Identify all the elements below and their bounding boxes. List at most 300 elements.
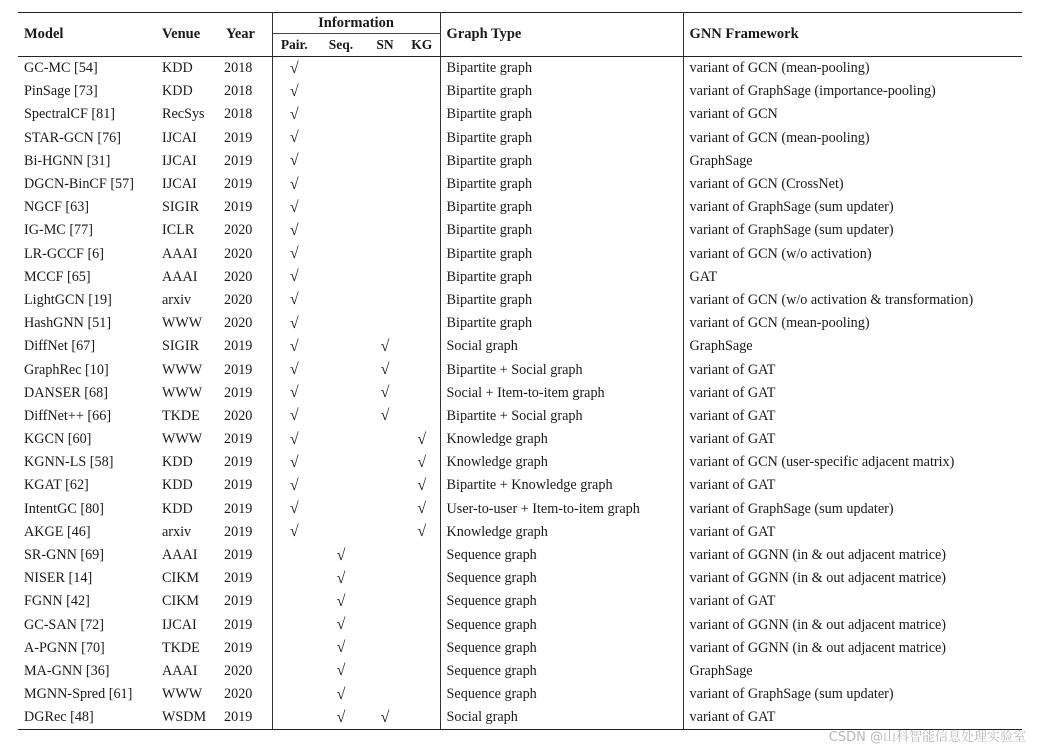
venue-cell: WWW	[162, 315, 203, 332]
sn-check: √	[366, 706, 404, 730]
graph-type-cell: Social graph	[440, 706, 683, 730]
year-cell: 2019	[220, 567, 272, 590]
seq-check	[316, 498, 366, 521]
pair-check: √	[289, 361, 299, 379]
sn-check	[366, 498, 404, 521]
header-information: Information	[272, 13, 440, 34]
venue-cell: AAAI	[162, 547, 198, 564]
kg-check	[404, 219, 440, 242]
graph-type-cell: Sequence graph	[440, 614, 683, 637]
sn-check	[366, 590, 404, 613]
sn-check	[366, 173, 404, 196]
table-row	[18, 614, 1022, 637]
venue-cell: KDD	[162, 83, 193, 100]
graph-type-cell: Bipartite graph	[440, 219, 683, 242]
header-venue: Venue	[156, 13, 220, 57]
venue-cell: CIKM	[162, 570, 200, 587]
table-row	[18, 103, 1022, 126]
seq-check	[316, 196, 366, 219]
model-cell: MGNN-Spred [61]	[24, 686, 133, 703]
kg-check	[404, 150, 440, 173]
framework-cell: variant of GCN (user-specific adjacent matrix)	[683, 451, 1022, 474]
year-cell: 2020	[220, 289, 272, 312]
pair-check: √	[289, 59, 299, 77]
graph-type-cell: Bipartite graph	[440, 103, 683, 126]
pair-check: √	[289, 523, 299, 541]
kg-check	[404, 312, 440, 335]
graph-type-cell: Bipartite graph	[440, 80, 683, 103]
model-cell: DGRec [48]	[18, 706, 156, 730]
framework-cell: variant of GAT	[683, 474, 1022, 497]
model-cell: MCCF [65]	[24, 268, 91, 285]
year-cell: 2019	[220, 451, 272, 474]
framework-cell: variant of GAT	[683, 405, 1022, 428]
pair-check: √	[289, 82, 299, 100]
pair-check: √	[289, 268, 299, 286]
framework-cell: GraphSage	[683, 660, 1022, 683]
year-cell: 2018	[220, 103, 272, 126]
watermark: CSDN @山科智能信息处理实验室	[828, 730, 1026, 745]
sn-check	[366, 289, 404, 312]
venue-cell: AAAI	[162, 662, 198, 679]
model-cell: KGCN [60]	[24, 431, 92, 448]
table-row	[18, 80, 1022, 103]
header-seq: Seq.	[316, 34, 366, 57]
seq-check	[316, 289, 366, 312]
table-row	[18, 428, 1022, 451]
model-cell: STAR-GCN [76]	[24, 129, 121, 146]
model-cell: DGCN-BinCF [57]	[24, 176, 134, 193]
header-kg: KG	[404, 34, 440, 57]
graph-type-cell: Sequence graph	[440, 660, 683, 683]
seq-check	[316, 474, 366, 497]
model-cell: SR-GNN [69]	[24, 547, 104, 564]
table-row	[18, 266, 1022, 289]
year-cell: 2020	[220, 312, 272, 335]
seq-check	[316, 382, 366, 405]
venue-cell: WWW	[162, 431, 203, 448]
seq-check: √	[316, 706, 366, 730]
venue-cell: WWW	[162, 361, 203, 378]
pair-check: √	[289, 384, 299, 402]
seq-check: √	[336, 616, 346, 634]
year-cell: 2019	[220, 173, 272, 196]
sn-check	[366, 266, 404, 289]
kg-check	[404, 637, 440, 660]
kg-check	[404, 80, 440, 103]
kg-check	[404, 706, 440, 730]
graph-type-cell: Social graph	[440, 335, 683, 358]
table-row	[18, 660, 1022, 683]
table-row	[18, 289, 1022, 312]
year-cell: 2020	[220, 660, 272, 683]
seq-check	[316, 57, 366, 81]
kg-check	[404, 103, 440, 126]
sn-check: √	[380, 384, 390, 402]
framework-cell: variant of GGNN (in & out adjacent matrice)	[683, 614, 1022, 637]
sn-check	[366, 567, 404, 590]
venue-cell: IJCAI	[162, 176, 197, 193]
framework-cell: variant of GGNN (in & out adjacent matrice)	[683, 544, 1022, 567]
kg-check	[404, 358, 440, 381]
framework-cell: GraphSage	[683, 335, 1022, 358]
header-model: Model	[18, 13, 156, 57]
venue-cell: AAAI	[162, 245, 198, 262]
year-cell: 2019	[220, 428, 272, 451]
kg-check	[404, 127, 440, 150]
year-cell: 2019	[220, 196, 272, 219]
table-row	[18, 451, 1022, 474]
seq-check: √	[336, 569, 346, 587]
year-cell: 2019	[220, 474, 272, 497]
sn-check	[366, 127, 404, 150]
venue-cell: AAAI	[162, 268, 198, 285]
framework-cell: variant of GCN (w/o activation & transformation)	[683, 289, 1022, 312]
year-cell: 2018	[220, 80, 272, 103]
table-row	[18, 590, 1022, 613]
pair-check	[272, 567, 316, 590]
model-cell: IG-MC [77]	[24, 222, 93, 239]
graph-type-cell: Bipartite graph	[440, 266, 683, 289]
graph-type-cell: Bipartite graph	[440, 150, 683, 173]
sn-check	[366, 80, 404, 103]
model-cell: MA-GNN [36]	[24, 662, 110, 679]
model-cell: GraphRec [10]	[24, 361, 109, 378]
seq-check: √	[336, 662, 346, 680]
seq-check	[316, 266, 366, 289]
graph-type-cell: Bipartite graph	[440, 196, 683, 219]
framework-cell: variant of GAT	[683, 428, 1022, 451]
kg-check	[404, 57, 440, 81]
seq-check	[316, 127, 366, 150]
sn-check	[366, 474, 404, 497]
graph-type-cell: Bipartite + Social graph	[440, 405, 683, 428]
framework-cell: variant of GAT	[683, 521, 1022, 544]
table-row	[18, 474, 1022, 497]
seq-check	[316, 219, 366, 242]
seq-check	[316, 150, 366, 173]
kg-check	[404, 683, 440, 706]
model-cell: AKGE [46]	[24, 523, 91, 540]
year-cell: 2019	[220, 358, 272, 381]
header-pair: Pair.	[272, 34, 316, 57]
year-cell: 2020	[220, 219, 272, 242]
sn-check	[366, 150, 404, 173]
framework-cell: variant of GraphSage (importance-pooling)	[683, 80, 1022, 103]
seq-check	[316, 428, 366, 451]
table-row	[18, 498, 1022, 521]
seq-check	[316, 358, 366, 381]
seq-check: √	[336, 546, 346, 564]
sn-check	[366, 660, 404, 683]
year-cell: 2019	[220, 614, 272, 637]
sn-check	[366, 683, 404, 706]
table-row	[18, 243, 1022, 266]
year-cell: 2020	[220, 243, 272, 266]
model-cell: LR-GCCF [6]	[24, 245, 105, 262]
framework-cell: variant of GAT	[683, 382, 1022, 405]
table-row	[18, 544, 1022, 567]
model-cell: DiffNet [67]	[24, 338, 96, 355]
venue-cell: IJCAI	[162, 616, 197, 633]
kg-check: √	[417, 430, 427, 448]
pair-check	[272, 683, 316, 706]
model-cell: FGNN [42]	[24, 593, 90, 610]
sn-check	[366, 103, 404, 126]
framework-cell: variant of GCN (CrossNet)	[683, 173, 1022, 196]
sn-check	[366, 196, 404, 219]
pair-check: √	[289, 407, 299, 425]
framework-cell: variant of GGNN (in & out adjacent matrice)	[683, 567, 1022, 590]
graph-type-cell: Bipartite graph	[440, 243, 683, 266]
framework-cell: variant of GAT	[683, 358, 1022, 381]
framework-cell: variant of GCN (mean-pooling)	[683, 312, 1022, 335]
pair-check: √	[289, 198, 299, 216]
year-cell: 2019	[220, 706, 272, 730]
framework-cell: variant of GraphSage (sum updater)	[683, 219, 1022, 242]
model-cell: LightGCN [19]	[24, 291, 112, 308]
pair-check	[272, 614, 316, 637]
sn-check: √	[380, 361, 390, 379]
graph-type-cell: User-to-user + Item-to-item graph	[440, 498, 683, 521]
model-cell: SpectralCF [81]	[24, 106, 116, 123]
kg-check	[404, 405, 440, 428]
framework-cell: variant of GCN (mean-pooling)	[683, 57, 1022, 81]
sn-check	[366, 219, 404, 242]
table-row	[18, 219, 1022, 242]
kg-check	[404, 590, 440, 613]
pair-check	[272, 590, 316, 613]
graph-type-cell: Bipartite + Social graph	[440, 358, 683, 381]
framework-cell: variant of GraphSage (sum updater)	[683, 683, 1022, 706]
graph-type-cell: Sequence graph	[440, 590, 683, 613]
seq-check	[316, 521, 366, 544]
sn-check	[366, 614, 404, 637]
kg-check	[404, 173, 440, 196]
seq-check	[316, 173, 366, 196]
seq-check	[316, 451, 366, 474]
graph-type-cell: Bipartite graph	[440, 57, 683, 81]
pair-check: √	[289, 314, 299, 332]
year-cell: 2019	[220, 498, 272, 521]
model-cell: GC-MC [54]	[24, 60, 98, 77]
year-cell: 2020	[220, 405, 272, 428]
graph-type-cell: Bipartite graph	[440, 289, 683, 312]
venue-cell: WWW	[162, 686, 203, 703]
seq-check: √	[336, 685, 346, 703]
pair-check: √	[289, 175, 299, 193]
venue-cell: KDD	[162, 454, 193, 471]
framework-cell: variant of GAT	[683, 706, 1022, 730]
framework-cell: variant of GCN (mean-pooling)	[683, 127, 1022, 150]
graph-type-cell: Bipartite graph	[440, 173, 683, 196]
pair-check: √	[289, 476, 299, 494]
venue-cell: TKDE	[162, 407, 200, 424]
sn-check	[366, 428, 404, 451]
framework-cell: variant of GGNN (in & out adjacent matrice)	[683, 637, 1022, 660]
kg-check	[404, 614, 440, 637]
table-row	[18, 127, 1022, 150]
kg-check	[404, 544, 440, 567]
graph-type-cell: Bipartite graph	[440, 127, 683, 150]
seq-check	[316, 312, 366, 335]
seq-check	[316, 80, 366, 103]
model-cell: DiffNet++ [66]	[24, 407, 112, 424]
pair-check: √	[289, 221, 299, 239]
pair-check: √	[289, 105, 299, 123]
sn-check	[366, 521, 404, 544]
model-cell: Bi-HGNN [31]	[24, 152, 111, 169]
framework-cell: variant of GCN (w/o activation)	[683, 243, 1022, 266]
pair-check	[272, 660, 316, 683]
sn-check	[366, 451, 404, 474]
kg-check: √	[417, 523, 427, 541]
table-row	[18, 405, 1022, 428]
seq-check: √	[336, 592, 346, 610]
table-row	[18, 683, 1022, 706]
graph-type-cell: Sequence graph	[440, 637, 683, 660]
seq-check	[316, 243, 366, 266]
year-cell: 2020	[220, 266, 272, 289]
model-cell: DANSER [68]	[24, 384, 108, 401]
framework-cell: variant of GAT	[683, 590, 1022, 613]
table-row	[18, 382, 1022, 405]
pair-check	[272, 637, 316, 660]
kg-check	[404, 266, 440, 289]
kg-check: √	[417, 476, 427, 494]
graph-type-cell: Sequence graph	[440, 567, 683, 590]
graph-type-cell: Bipartite + Knowledge graph	[440, 474, 683, 497]
graph-type-cell: Knowledge graph	[440, 428, 683, 451]
header-graph-type: Graph Type	[440, 13, 683, 57]
table-body	[18, 57, 1022, 730]
venue-cell: ICLR	[162, 222, 195, 239]
venue-cell: KDD	[162, 60, 193, 77]
year-cell: 2020	[220, 683, 272, 706]
table-row	[18, 312, 1022, 335]
graph-type-cell: Knowledge graph	[440, 451, 683, 474]
seq-check	[316, 405, 366, 428]
kg-check	[404, 382, 440, 405]
venue-cell: KDD	[162, 477, 193, 494]
table-row	[18, 637, 1022, 660]
sn-check	[366, 57, 404, 81]
year-cell: 2019	[220, 382, 272, 405]
sn-check: √	[380, 407, 390, 425]
kg-check	[404, 289, 440, 312]
kg-check	[404, 660, 440, 683]
graph-type-cell: Social + Item-to-item graph	[440, 382, 683, 405]
pair-check: √	[289, 291, 299, 309]
model-cell: IntentGC [80]	[24, 500, 104, 517]
pair-check: √	[289, 430, 299, 448]
seq-check	[316, 103, 366, 126]
sn-check	[366, 243, 404, 266]
venue-cell: arxiv	[162, 291, 192, 308]
venue-cell: RecSys	[162, 106, 205, 123]
model-cell: PinSage [73]	[24, 83, 98, 100]
table-row	[18, 150, 1022, 173]
kg-check	[404, 243, 440, 266]
pair-check	[272, 544, 316, 567]
year-cell: 2019	[220, 335, 272, 358]
survey-table	[18, 12, 1022, 730]
graph-type-cell: Sequence graph	[440, 683, 683, 706]
pair-check: √	[289, 129, 299, 147]
venue-cell: IJCAI	[162, 129, 197, 146]
header-sn: SN	[366, 34, 404, 57]
pair-check: √	[289, 453, 299, 471]
year-cell: 2019	[220, 521, 272, 544]
graph-type-cell: Bipartite graph	[440, 312, 683, 335]
header-gnn-framework: GNN Framework	[683, 13, 1022, 57]
year-cell: 2019	[220, 590, 272, 613]
framework-cell: GAT	[683, 266, 1022, 289]
framework-cell: variant of GCN	[683, 103, 1022, 126]
table-row	[18, 358, 1022, 381]
table-row	[18, 173, 1022, 196]
framework-cell: variant of GraphSage (sum updater)	[683, 498, 1022, 521]
pair-check: √	[289, 245, 299, 263]
pair-check: √	[289, 152, 299, 170]
model-cell: GC-SAN [72]	[24, 616, 104, 633]
venue-cell: SIGIR	[162, 338, 200, 355]
graph-type-cell: Knowledge graph	[440, 521, 683, 544]
model-cell: KGNN-LS [58]	[24, 454, 114, 471]
venue-cell: CIKM	[162, 593, 200, 610]
table-row	[18, 196, 1022, 219]
model-cell: A-PGNN [70]	[24, 639, 105, 656]
header-year: Year	[220, 13, 272, 57]
table-row	[18, 521, 1022, 544]
model-cell: HashGNN [51]	[24, 315, 112, 332]
kg-check	[404, 567, 440, 590]
kg-check	[404, 335, 440, 358]
venue-cell: WWW	[162, 384, 203, 401]
venue-cell: WSDM	[156, 706, 220, 730]
pair-check: √	[289, 500, 299, 518]
sn-check	[366, 544, 404, 567]
kg-check: √	[417, 500, 427, 518]
framework-cell: GraphSage	[683, 150, 1022, 173]
venue-cell: arxiv	[162, 523, 192, 540]
seq-check	[316, 335, 366, 358]
year-cell: 2019	[220, 150, 272, 173]
venue-cell: IJCAI	[162, 152, 197, 169]
kg-check: √	[417, 453, 427, 471]
table-row	[18, 335, 1022, 358]
table-row	[18, 57, 1022, 81]
venue-cell: KDD	[162, 500, 193, 517]
graph-type-cell: Sequence graph	[440, 544, 683, 567]
kg-check	[404, 196, 440, 219]
seq-check: √	[336, 639, 346, 657]
year-cell: 2019	[220, 544, 272, 567]
sn-check	[366, 637, 404, 660]
model-cell: KGAT [62]	[24, 477, 89, 494]
year-cell: 2018	[220, 57, 272, 81]
sn-check	[366, 312, 404, 335]
sn-check: √	[380, 337, 390, 355]
model-cell: NISER [14]	[24, 570, 93, 587]
framework-cell: variant of GraphSage (sum updater)	[683, 196, 1022, 219]
table-row	[18, 567, 1022, 590]
pair-check	[272, 706, 316, 730]
pair-check: √	[289, 337, 299, 355]
year-cell: 2019	[220, 127, 272, 150]
venue-cell: SIGIR	[162, 199, 200, 216]
year-cell: 2019	[220, 637, 272, 660]
